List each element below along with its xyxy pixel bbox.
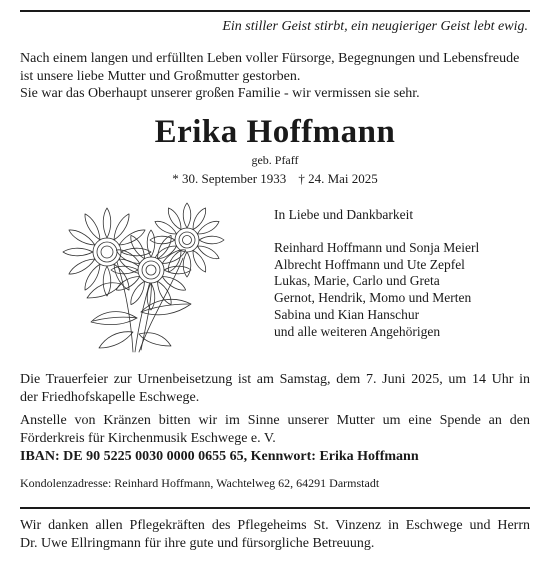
motto-quote: Ein stiller Geist stirbt, ein neugieriger Geist lebt ewig. [222,19,528,34]
maiden-name: geb. Pfaff [251,153,299,167]
mourner-entry: Gernot, Hendrik, Momo und Merten [274,290,472,306]
intro-line: Nach einem langen und erfüllten Leben voller Fürsorge, Begegnungen und Lebensfreude [20,51,520,66]
donation-line: Förderkreis für Kirchenmusik Eschwege e. V. [20,430,276,446]
intro-text [20,50,535,103]
mourner-entry: Albrecht Hoffmann und Ute Zepfel [274,256,465,272]
top-rule [20,10,530,12]
intro-line: ist unsere liebe Mutter und Großmutter gestorben. [20,68,301,84]
death-date: † 24. Mai 2025 [298,171,378,186]
condolence-address: Kondolenzadresse: Reinhard Hoffmann, Wachtelweg 62, 64291 Darmstadt [20,476,380,490]
birth-date: * 30. September 1933 [172,171,287,186]
bottom-rule [20,507,530,509]
life-dates [0,171,550,187]
mourners-list [274,207,479,341]
ceremony-line: Die Trauerfeier zur Urnenbeisetzung ist am Samstag, dem 7. Juni 2025, um 14 Uhr in [20,372,530,387]
donation-line: Anstelle von Kränzen bitten wir im Sinne unserer Mutter um eine Spende an den [20,413,530,428]
mourner-entry: Lukas, Marie, Carlo und Greta [274,273,440,289]
ceremony-info [20,371,530,406]
ceremony-line: der Friedhofskapelle Eschwege. [20,389,200,405]
thanks-line: Wir danken allen Pflegekräften des Pflegeheims St. Vinzenz in Eschwege und Herrn [20,518,530,533]
mourner-entry: Sabina und Kian Hanschur [274,306,420,322]
mourner-entry: Reinhard Hoffmann und Sonja Meierl [274,239,480,255]
iban-line: IBAN: DE 90 5225 0030 0000 0655 65, Kennwort: Erika Hoffmann [20,449,419,464]
mourner-entry: und alle weiteren Angehörigen [274,323,441,339]
sunflower-bouquet-illustration [55,200,235,355]
thanks-line: Dr. Uwe Ellringmann für ihre gute und fürsorgliche Betreuung. [20,535,375,551]
donation-info [20,412,530,447]
thanks-note [20,517,530,552]
deceased-name: Erika Hoffmann [154,114,396,150]
intro-line: Sie war das Oberhaupt unserer großen Familie - wir vermissen sie sehr. [20,86,420,101]
mourners-lead: In Liebe und Dankbarkeit [274,207,414,222]
